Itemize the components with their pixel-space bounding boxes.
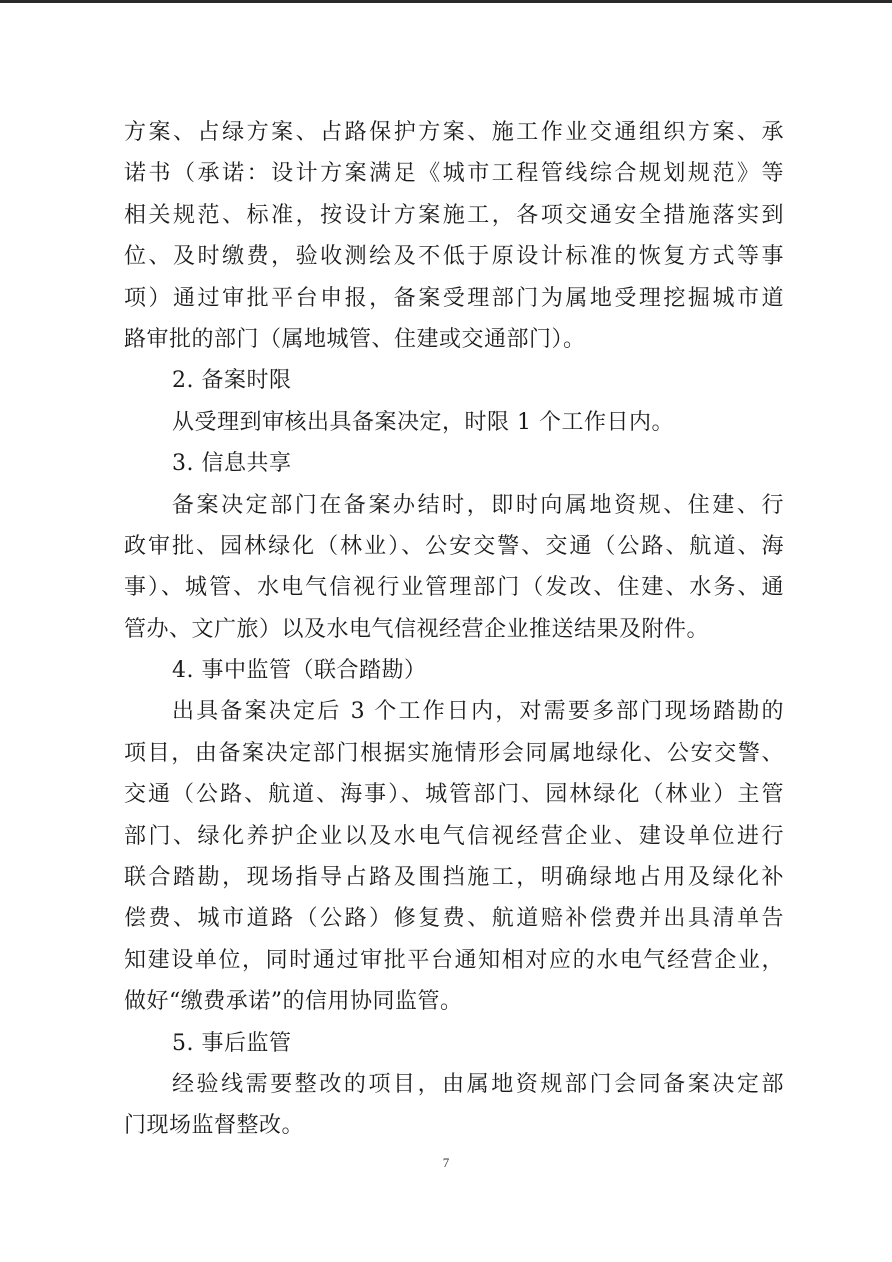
top-border-line <box>0 0 892 3</box>
text-line: 门现场监督整改。 <box>124 1113 305 1139</box>
text-line: 路审批的部门（属地城管、住建或交通部门）。 <box>124 326 586 352</box>
text-line: 从受理到审核出具备案决定，时限 1 个工作日内。 <box>172 409 674 435</box>
text-line: 位、及时缴费，验收测绘及不低于原设计标准的恢复方式等事 <box>124 244 784 270</box>
text-line: 偿费、城市道路（公路）修复费、航道赔补偿费并出具清单告 <box>124 906 784 932</box>
text-line: 做好“缴费承诺”的信用协同监管。 <box>124 989 463 1015</box>
text-line: 项）通过审批平台申报，备案受理部门为属地受理挖掘城市道 <box>124 285 784 311</box>
text-line: 出具备案决定后 3 个工作日内，对需要多部门现场踏勘的 <box>172 699 784 725</box>
text-line: 相关规范、标准，按设计方案施工，各项交通安全措施落实到 <box>124 202 784 228</box>
text-line: 经验线需要整改的项目，由属地资规部门会同备案决定部 <box>172 1071 784 1097</box>
text-line: 管办、文广旅）以及水电气信视经营企业推送结果及附件。 <box>124 616 710 642</box>
text-line: 4. 事中监管（联合踏勘） <box>172 658 427 684</box>
text-line: 5. 事后监管 <box>172 1030 292 1056</box>
text-line: 方案、占绿方案、占路保护方案、施工作业交通组织方案、承 <box>124 120 784 145</box>
text-line: 政审批、园林绿化（林业）、公安交警、交通（公路、航道、海 <box>124 533 784 559</box>
text-line: 联合踏勘，现场指导占路及围挡施工，明确绿地占用及绿化补 <box>124 865 784 891</box>
document-body <box>124 112 784 1147</box>
text-line: 3. 信息共享 <box>172 451 292 477</box>
text-line: 部门、绿化养护企业以及水电气信视经营企业、建设单位进行 <box>124 823 784 849</box>
text-line: 交通（公路、航道、海事）、城管部门、园林绿化（林业）主管 <box>124 782 784 808</box>
text-line: 备案决定部门在备案办结时，即时向属地资规、住建、行 <box>172 492 784 518</box>
text-line: 事）、城管、水电气信视行业管理部门（发改、住建、水务、通 <box>124 575 784 601</box>
page-number: 7 <box>442 1155 450 1170</box>
text-line: 2. 备案时限 <box>172 368 292 394</box>
text-line: 项目，由备案决定部门根据实施情形会同属地绿化、公安交警、 <box>124 740 784 766</box>
text-line: 诺书（承诺：设计方案满足《城市工程管线综合规划规范》等 <box>124 161 784 187</box>
text-line: 知建设单位，同时通过审批平台通知相对应的水电气经营企业， <box>124 947 784 973</box>
